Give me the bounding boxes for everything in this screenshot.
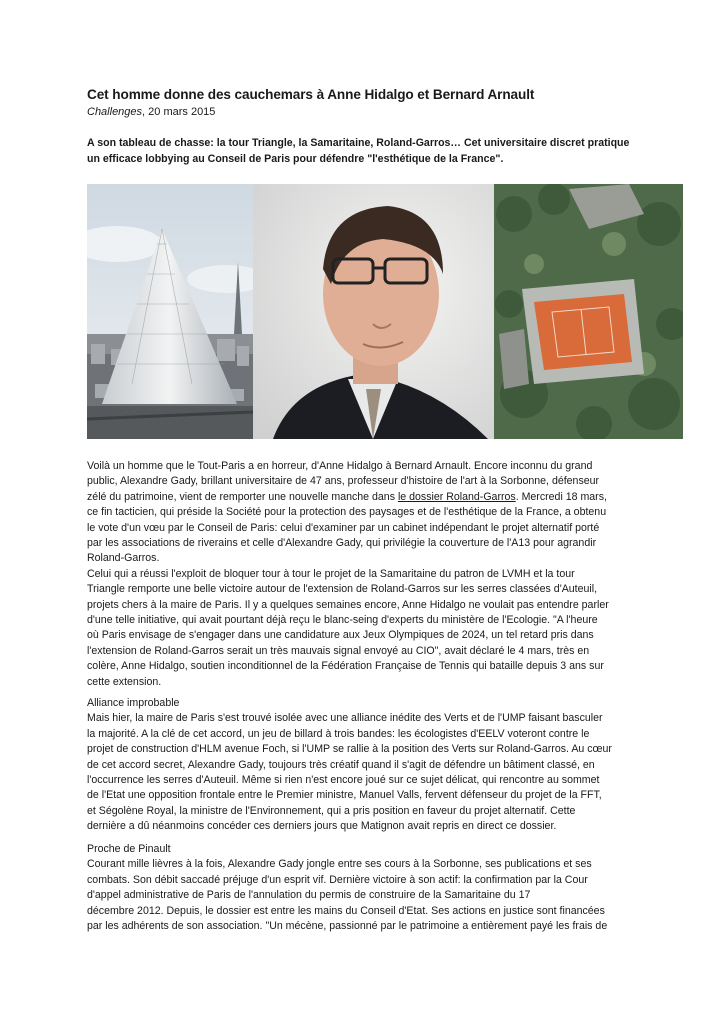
- section-pinault: [87, 842, 647, 934]
- text-line: combats. Son débit saccadé préjuge d'un esprit vif. Dernière victoire à son actif: la confirmation par la Cour: [87, 873, 588, 886]
- lead-line: A son tableau de chasse: la tour Triangle, la Samaritaine, Roland-Garros… Cet universitaire discret pratique: [87, 137, 630, 149]
- text-line: public, Alexandre Gady, brillant universitaire de 47 ans, professeur d'histoire de l'art à la Sorbonne, défenseur: [87, 475, 600, 488]
- paragraph-1: [87, 459, 647, 690]
- text-line: ce fin tacticien, qui préside la Société pour la protection des paysages et de l'esthétique de la France, a obtenu: [87, 506, 607, 519]
- roland-garros-link[interactable]: le dossier Roland-Garros: [397, 490, 516, 503]
- section-heading: Alliance improbable: [87, 697, 180, 709]
- text-line: la majorité. A la clé de cet accord, un jeu de billard à trois bandes: les écologistes d'EELV voteront contre le: [87, 727, 590, 740]
- text-line: le vote d'un vœu par le Conseil de Paris: celui d'examiner par un cabinet indépendant le projet alternatif porté: [87, 521, 600, 534]
- photo-tour-triangle: [87, 184, 253, 439]
- text-line: où Paris envisage de s'engager dans une candidature aux Jeux Olympiques de 2024, un tel retard pris dans: [87, 629, 594, 642]
- photo-roland-garros: [494, 184, 683, 439]
- lead-line: un efficace lobbying au Conseil de Paris pour défendre "l'esthétique de la France".: [87, 153, 504, 165]
- text-line: colère, Anne Hidalgo, soutien inconditionnel de la Fédération Française de Tennis qui bataille depuis 3 ans sur: [87, 660, 604, 673]
- text-line: l'occurrence les serres d'Auteuil. Même si rien n'est encore joué sur ce sujet délicat, qui rencontre au sommet: [87, 774, 600, 787]
- text-line: projet de construction d'HLM avenue Foch, si l'UMP se rallie à la position des Verts sur Roland-Garros. Au cœur: [87, 743, 612, 756]
- text-line: cette extension.: [87, 675, 162, 688]
- text-line: dernière a dû néanmoins concéder ces derniers jours que Matignon avait repris en direct ce dossier.: [87, 820, 557, 833]
- text-line: de l'Etat une opposition frontale entre le Premier ministre, Manuel Valls, fervent défenseur du projet de la FFT,: [87, 789, 602, 802]
- text-line: Celui qui a réussi l'exploit de bloquer tour à tour le projet de la Samaritaine du patron de LVMH et la tour: [87, 567, 575, 580]
- section-heading: Proche de Pinault: [87, 843, 171, 855]
- article-title: Cet homme donne des cauchemars à Anne Hidalgo et Bernard Arnault: [87, 87, 535, 102]
- source-name: Challenges: [87, 106, 143, 118]
- text-line: par les adhérents de son association. "Un mécène, passionné par le patrimoine a entièrement payé les frais de: [87, 920, 608, 933]
- text-line: l'extension de Roland-Garros serait un très mauvais signal envoyé au CIO", avait déclaré le 4 mars, très en: [87, 644, 590, 657]
- text-line: d'appel administrative de Paris de l'annulation du permis de construire de la Samaritaine du 17: [87, 889, 531, 902]
- text-line: [87, 490, 647, 505]
- text-line: d'une telle initiative, qui avait pourtant déjà reçu le blanc-seing d'experts du ministère de l'Ecologie. "A l'heure: [87, 614, 598, 627]
- text-line: de cet accord secret, Alexandre Gady, toujours très créatif quand il s'agit de défendre un bâtiment classé, en: [87, 758, 595, 771]
- text-line: Courant mille lièvres à la fois, Alexandre Gady jongle entre ses cours à la Sorbonne, ses publications et ses: [87, 858, 592, 871]
- section-alliance: [87, 696, 647, 835]
- article-lead: [87, 135, 647, 167]
- text-line: projets chers à la maire de Paris. Il y a quelques semaines encore, Anne Hidalgo ne voulait pas entendre parler: [87, 598, 609, 611]
- text-line: décembre 2012. Depuis, le dossier est entre les mains du Conseil d'Etat. Ses actions en justice sont financées: [87, 904, 605, 917]
- text-line: par les associations de riverains et celle d'Alexandre Gady, qui privilégie la couverture de l'A13 pour agrandir: [87, 537, 597, 550]
- text-line: Voilà un homme que le Tout-Paris a en horreur, d'Anne Hidalgo à Bernard Arnault. Encore inconnu du grand: [87, 460, 593, 472]
- text-segment: . Mercredi 18 mars,: [515, 490, 607, 503]
- text-line: et Ségolène Royal, la ministre de l'Environnement, qui a pris position en faveur du projet alternatif. Cette: [87, 804, 576, 817]
- text-line: Triangle remporte une belle victoire autour de l'extension de Roland-Garros sur les serres classées d'Auteuil,: [87, 583, 598, 596]
- text-line: Mais hier, la maire de Paris s'est trouvé isolée avec une alliance inédite des Verts et de l'UMP faisant basculer: [87, 712, 603, 725]
- text-line: Roland-Garros.: [87, 552, 160, 565]
- photo-alexandre-gady: [253, 184, 494, 439]
- text-segment: zélé du patrimoine, vient de remporter une nouvelle manche dans: [87, 490, 398, 503]
- article-source-line: [87, 106, 215, 118]
- article-date: , 20 mars 2015: [142, 106, 216, 118]
